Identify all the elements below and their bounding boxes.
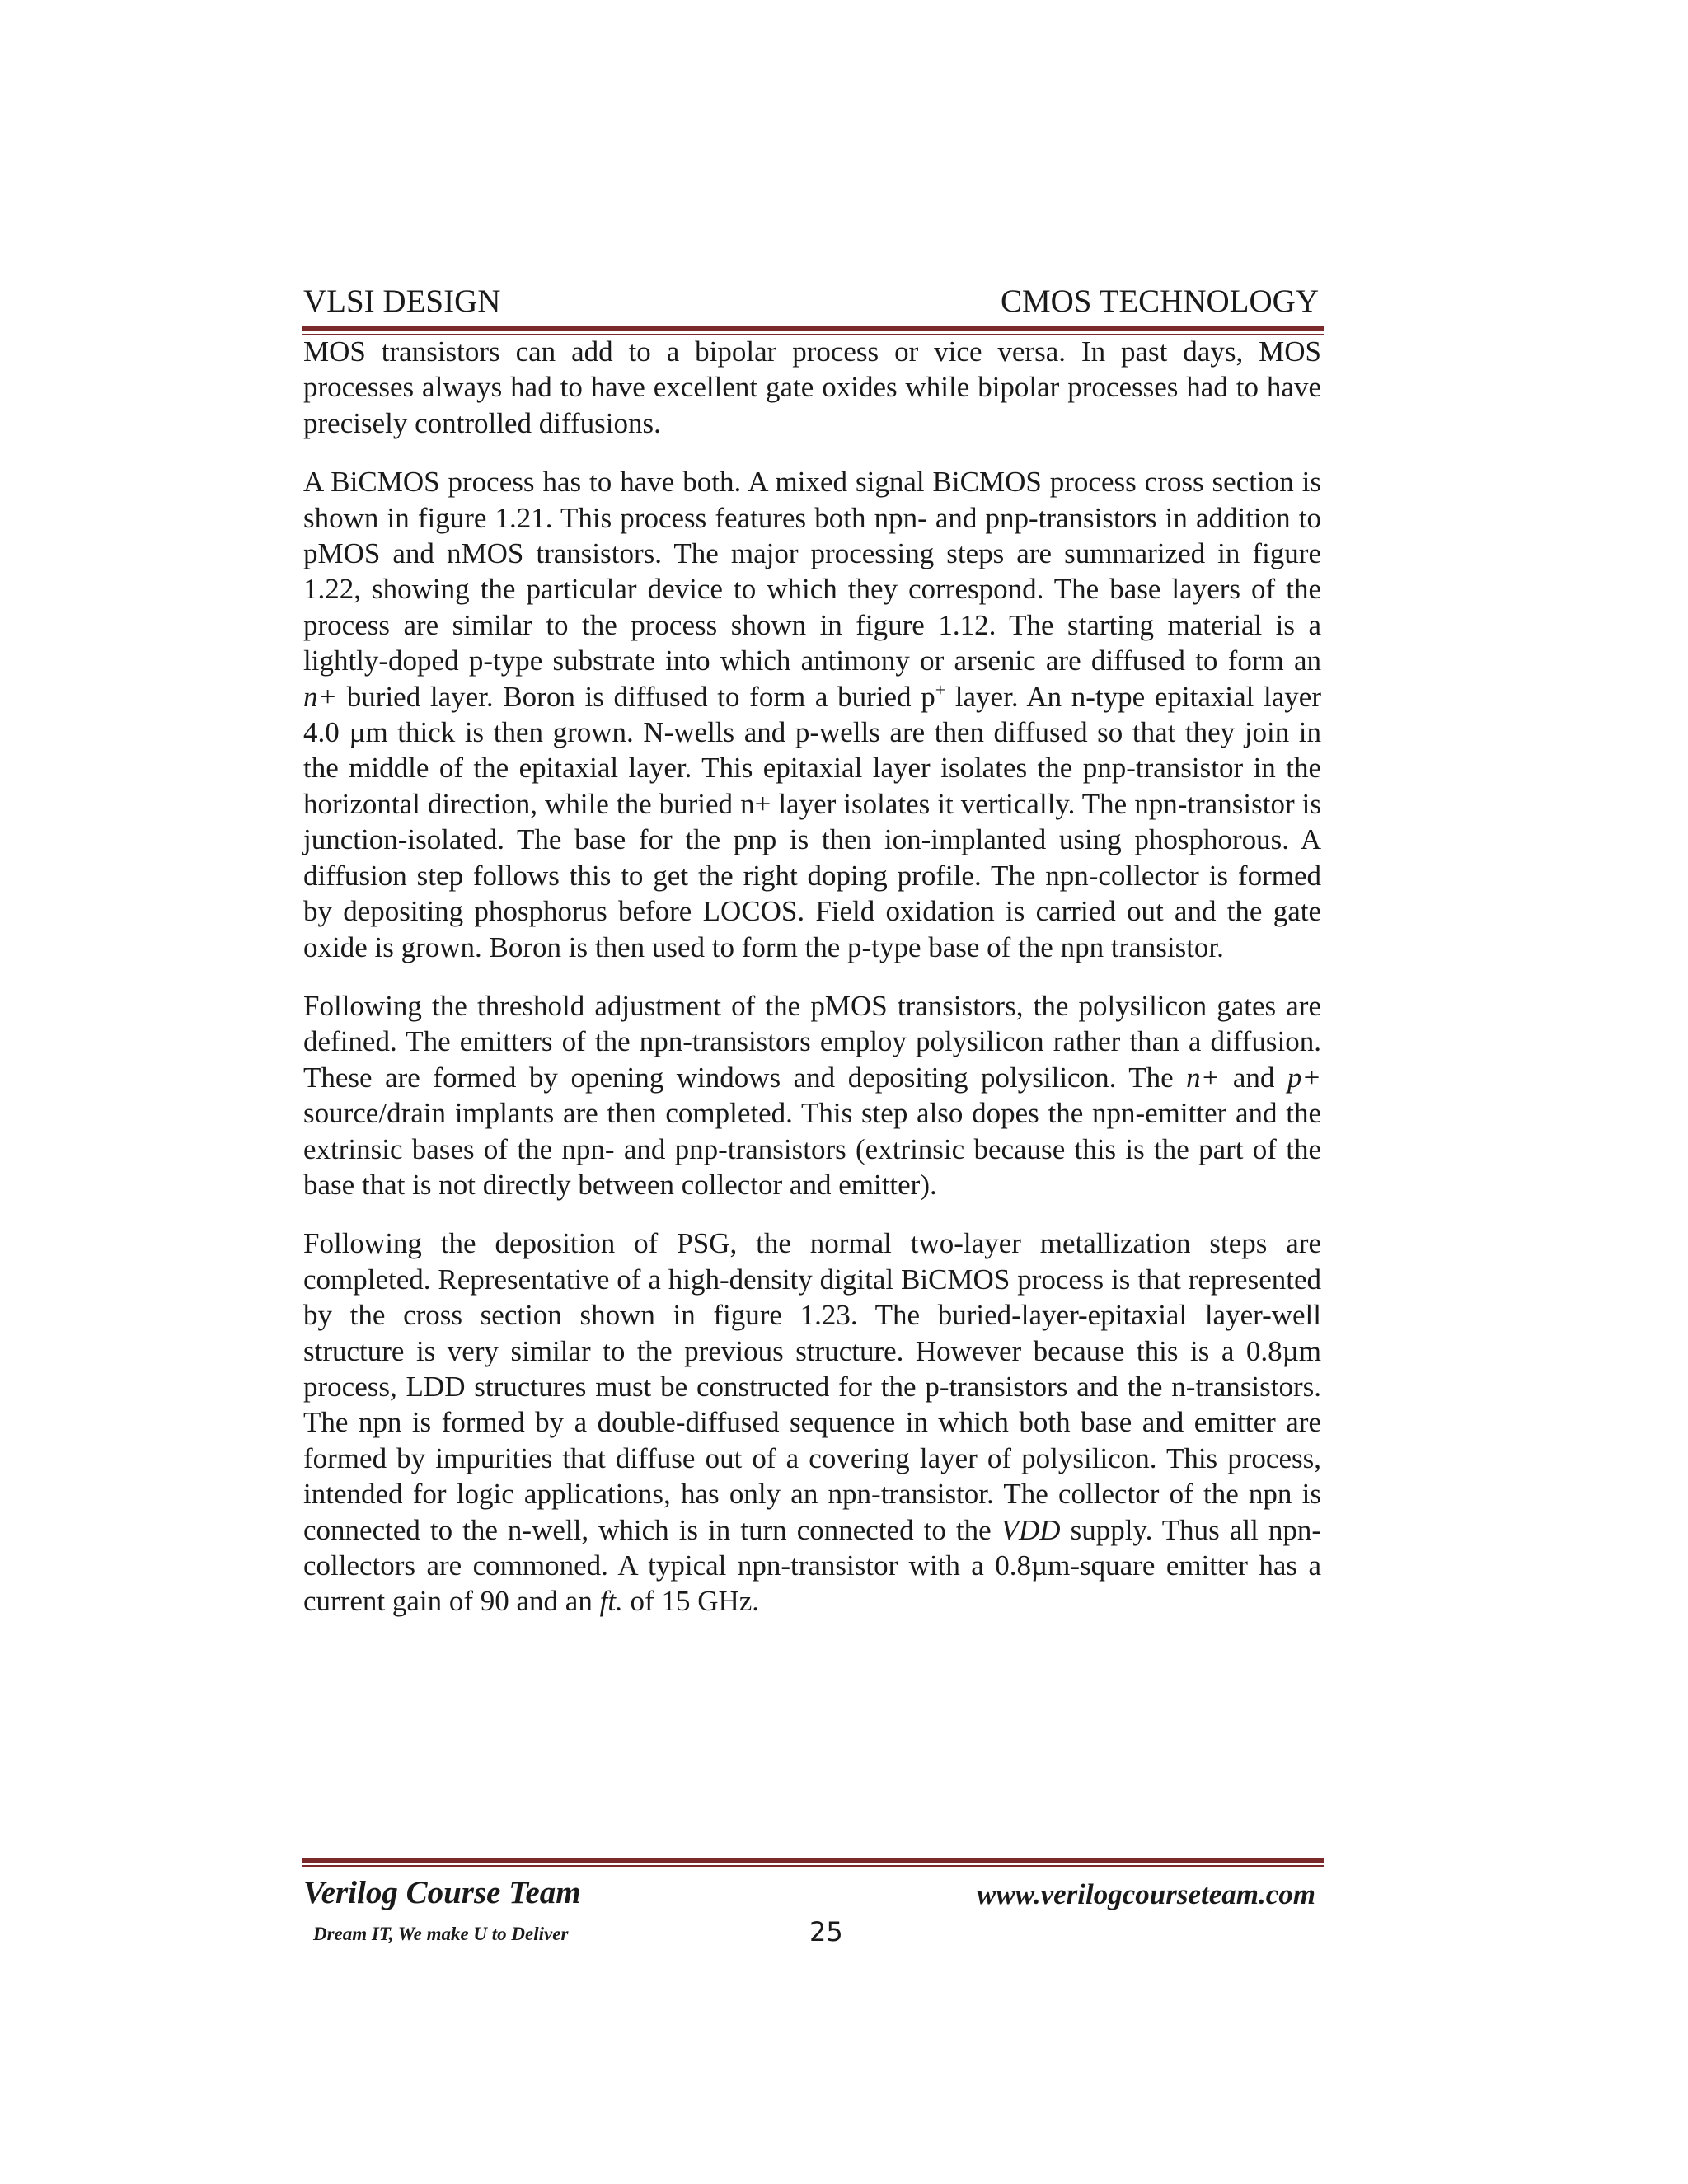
- footer-url: www.verilogcourseteam.com: [977, 1878, 1315, 1910]
- paragraph-1: MOS transistors can add to a bipolar process or vice versa. In past days, MOS processes always had to have excellent gate oxides while bipolar processes had to have precisely controlled diffusions.: [303, 335, 1321, 439]
- p-plus-term: p+: [1287, 1061, 1321, 1094]
- header-right-title: CMOS TECHNOLOGY: [1000, 284, 1319, 319]
- ft-term: ft.: [599, 1585, 623, 1618]
- vdd-term: VDD: [1001, 1513, 1061, 1546]
- paragraph-4: Following the deposition of PSG, the normal two-layer metallization steps are completed. Representative of a high-density digital BiCMOS process is that represented by the cross section shown in figure 1.23. The buried-layer-epitaxial layer-well structure is very similar to the previous structure. However because this is a 0.8µm process, LDD structures must be constructed for the p-transistors and the n-transistors. The npn is formed by a double-diffused sequence in which both base and emitter are formed by impurities that diffuse out of a covering layer of polysilicon. This process, intended for logic applications, has only an npn-transistor. The collector of the npn is connected to the n-well, which is in turn connected to the VDD supply. Thus all npn-collectors are commoned. A typical npn-transistor with a 0.8µm-square emitter has a current gain of 90 and an ft. of 15 GHz.: [303, 1227, 1321, 1618]
- footer-title: Verilog Course Team: [303, 1875, 581, 1910]
- paragraph-3: Following the threshold adjustment of the pMOS transistors, the polysilicon gates are defined. The emitters of the npn-transistors employ polysilicon rather than a diffusion. These are formed by opening windows and depositing polysilicon. The n+ and p+ source/drain implants are then completed. This step also dopes the npn-emitter and the extrinsic bases of the npn- and pnp-transistors (extrinsic because this is the part of the base that is not directly between collector and emitter).: [303, 989, 1321, 1201]
- body-text: [303, 334, 1321, 1643]
- header-left-title: VLSI DESIGN: [303, 284, 501, 319]
- paragraph-2: A BiCMOS process has to have both. A mixed signal BiCMOS process cross section is shown in figure 1.21. This process features both npn- and pnp-transistors in addition to pMOS and nMOS transistors. The major processing steps are summarized in figure 1.22, showing the particular device to which they correspond. The base layers of the process are similar to the process shown in figure 1.12. The starting material is a lightly-doped p-type substrate into which antimony or arsenic are diffused to form an n+ buried layer. Boron is diffused to form a buried p+ layer. An n-type epitaxial layer 4.0 µm thick is then grown. N-wells and p-wells are then diffused so that they join in the middle of the epitaxial layer. This epitaxial layer isolates the pnp-transistor in the horizontal direction, while the buried n+ layer isolates it vertically. The npn-transistor is junction-isolated. The base for the pnp is then ion-implanted using phosphorous. A diffusion step follows this to get the right doping profile. The npn-collector is formed by depositing phosphorus before LOCOS. Field oxidation is carried out and the gate oxide is grown. Boron is then used to form the p-type base of the npn transistor.: [303, 466, 1321, 963]
- footer-tagline: Dream IT, We make U to Deliver: [313, 1924, 569, 1944]
- footer-rule: [302, 1858, 1324, 1867]
- page-number: 25: [809, 1916, 843, 1947]
- superscript-plus: +: [935, 679, 946, 700]
- page-header: [303, 279, 1319, 325]
- n-plus-term: n+: [1186, 1061, 1221, 1094]
- n-plus-term: n+: [303, 680, 338, 713]
